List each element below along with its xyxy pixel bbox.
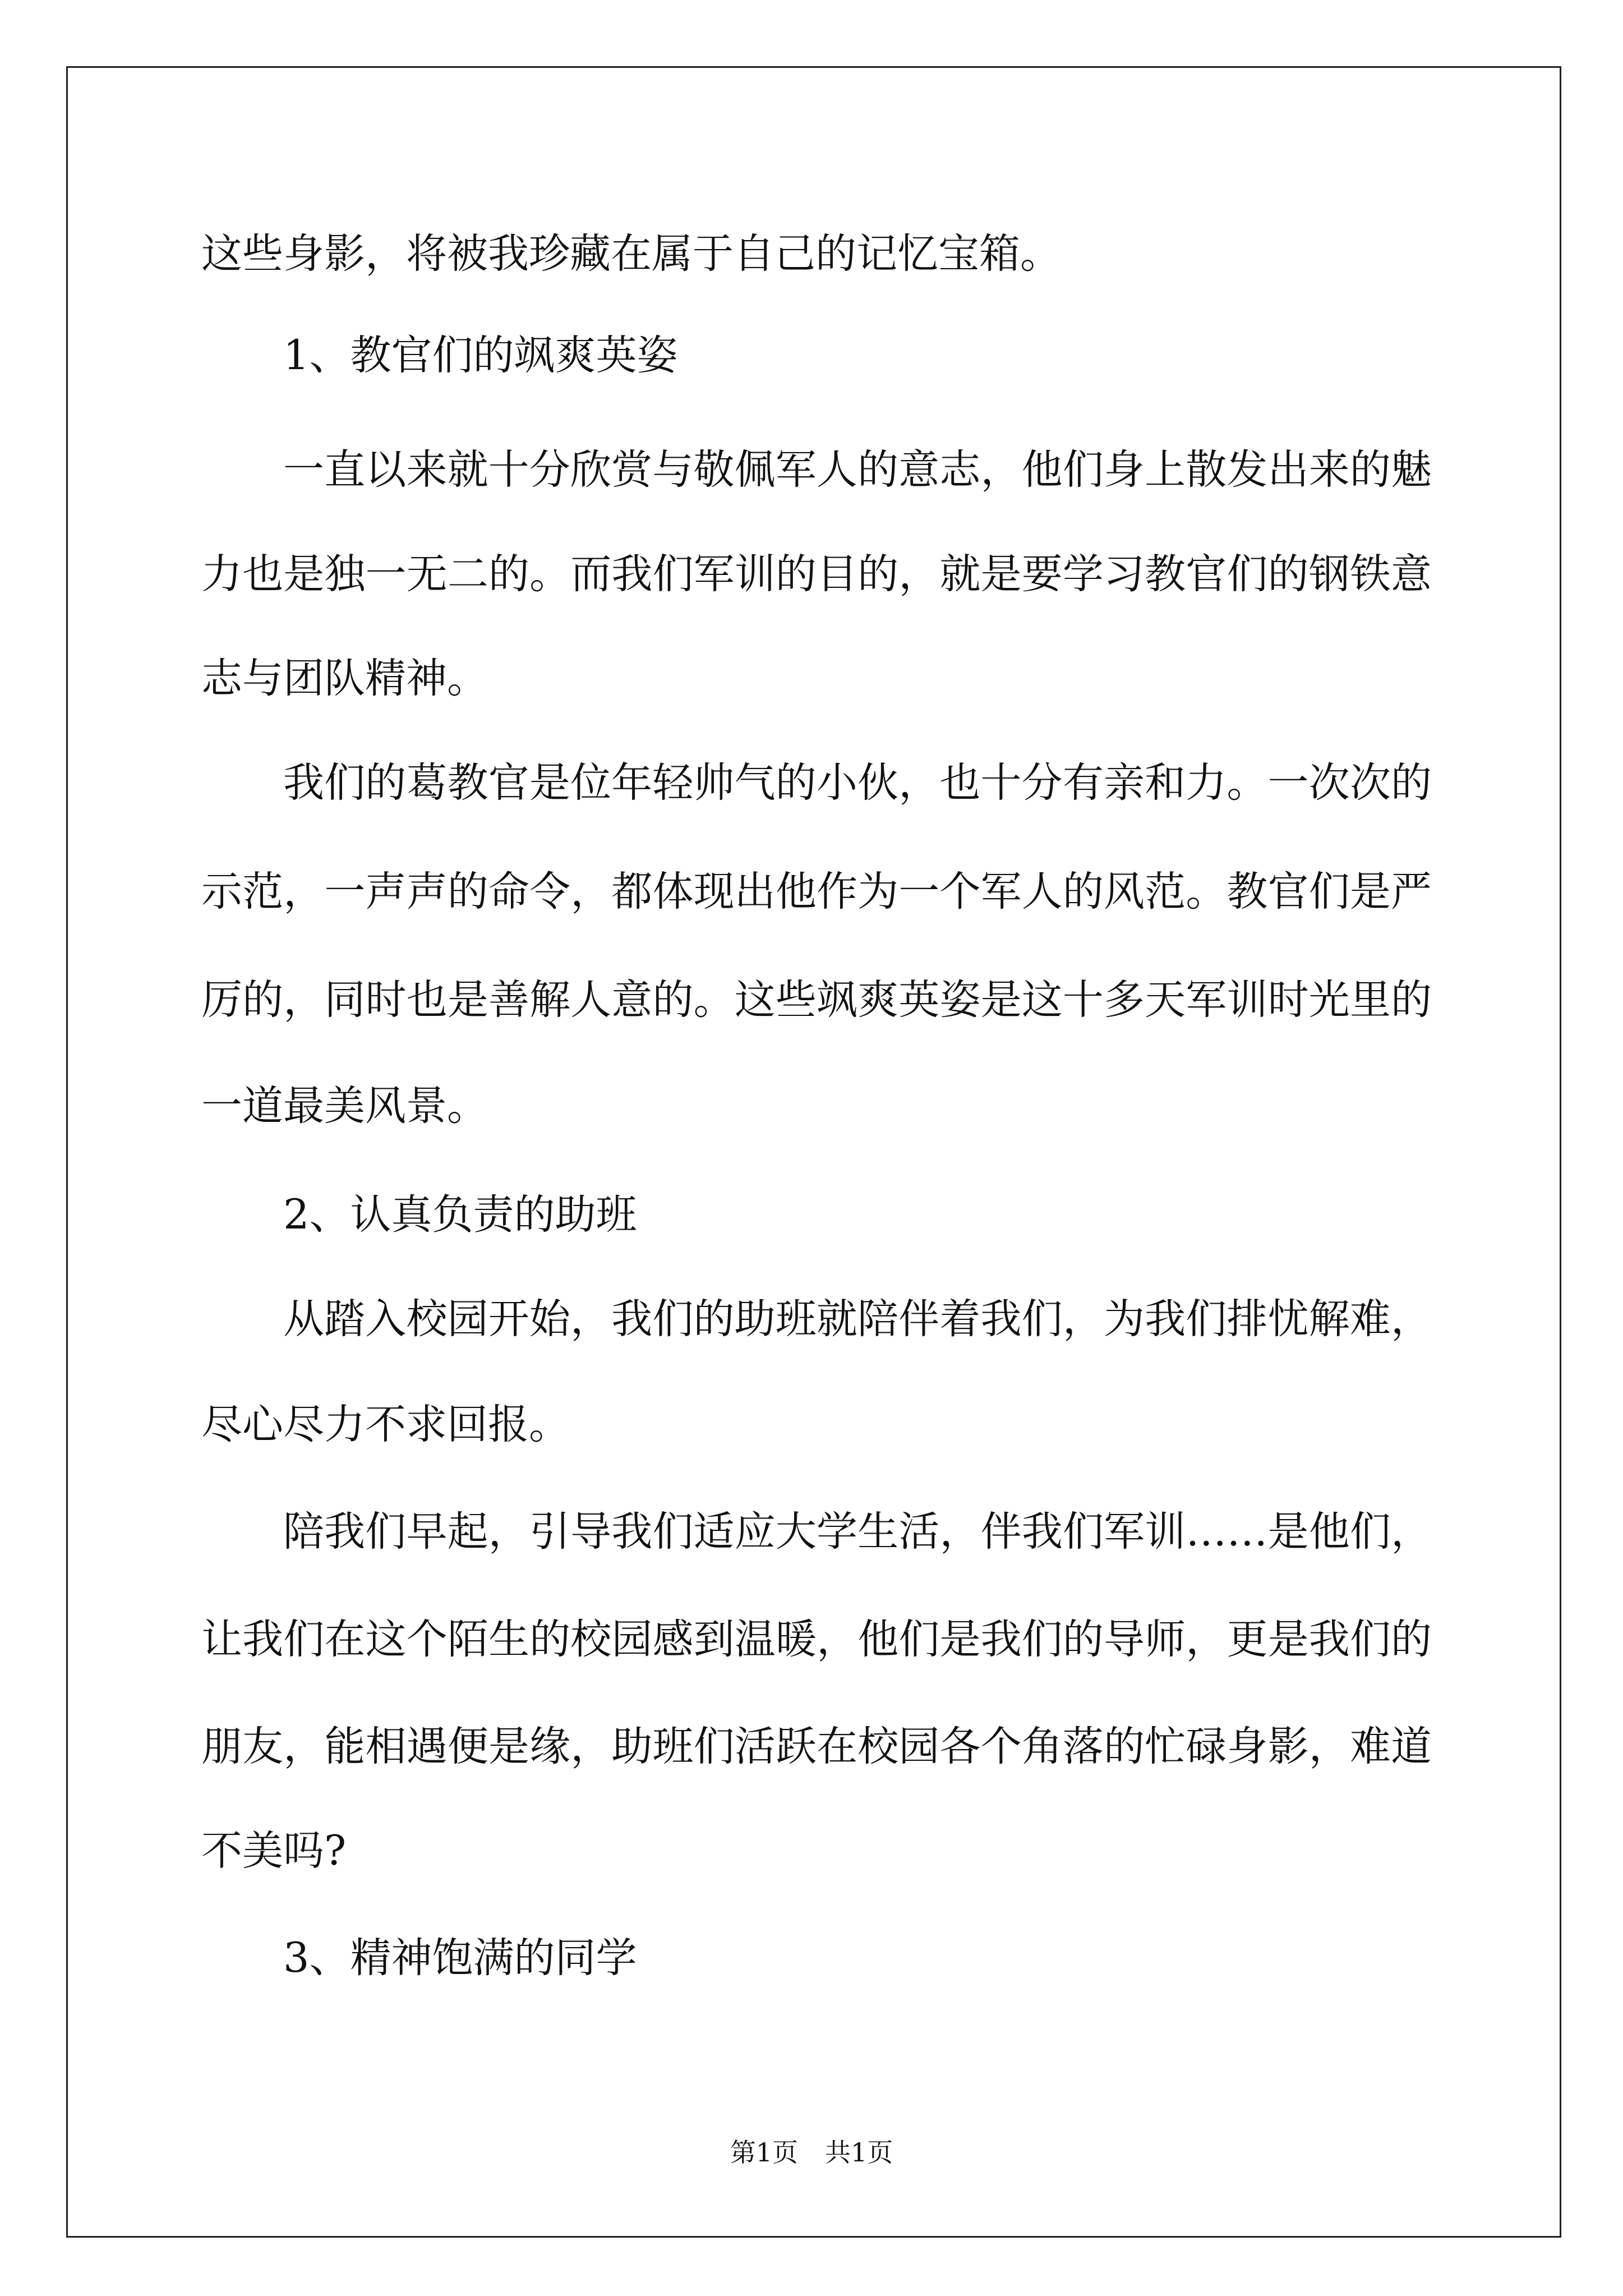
- text-line: 示范，一声声的命令，都体现出他作为一个军人的风范。教官们是严: [201, 868, 1432, 915]
- page-footer: [0, 2137, 1623, 2168]
- text-line: 陪我们早起，引导我们适应大学生活，伴我们军训……是他们，: [283, 1508, 1432, 1556]
- text-line: 厉的，同时也是善解人意的。这些飒爽英姿是这十多天军训时光里的: [201, 976, 1432, 1024]
- text-line: 一道最美风景。: [201, 1082, 488, 1130]
- section-heading: 2、认真负责的助班: [283, 1191, 637, 1239]
- text-line: 一直以来就十分欣赏与敬佩军人的意志，他们身上散发出来的魅: [283, 446, 1432, 494]
- text-line: 不美吗?: [201, 1827, 347, 1875]
- page-border: [66, 66, 1561, 2238]
- text-line: 这些身影，将被我珍藏在属于自己的记忆宝箱。: [201, 230, 1061, 278]
- text-line: 朋友，能相遇便是缘，助班们活跃在校园各个角落的忙碌身影，难道: [201, 1723, 1432, 1770]
- text-line: 力也是独一无二的。而我们军训的目的，就是要学习教官们的钢铁意: [201, 550, 1432, 598]
- text-line: 尽心尽力不求回报。: [201, 1401, 570, 1448]
- text-line: 我们的葛教官是位年轻帅气的小伙，也十分有亲和力。一次次的: [283, 759, 1432, 807]
- page-number: 第1页: [730, 2137, 798, 2168]
- text-line: 志与团队精神。: [201, 655, 488, 702]
- section-heading: 1、教官们的飒爽英姿: [283, 332, 678, 379]
- text-line: 从踏入校园开始，我们的助班就陪伴着我们，为我们排忧解难，: [283, 1295, 1432, 1343]
- text-line: 让我们在这个陌生的校园感到温暖，他们是我们的导师，更是我们的: [201, 1616, 1432, 1663]
- page-total: 共1页: [825, 2137, 893, 2168]
- section-heading: 3、精神饱满的同学: [283, 1934, 637, 1982]
